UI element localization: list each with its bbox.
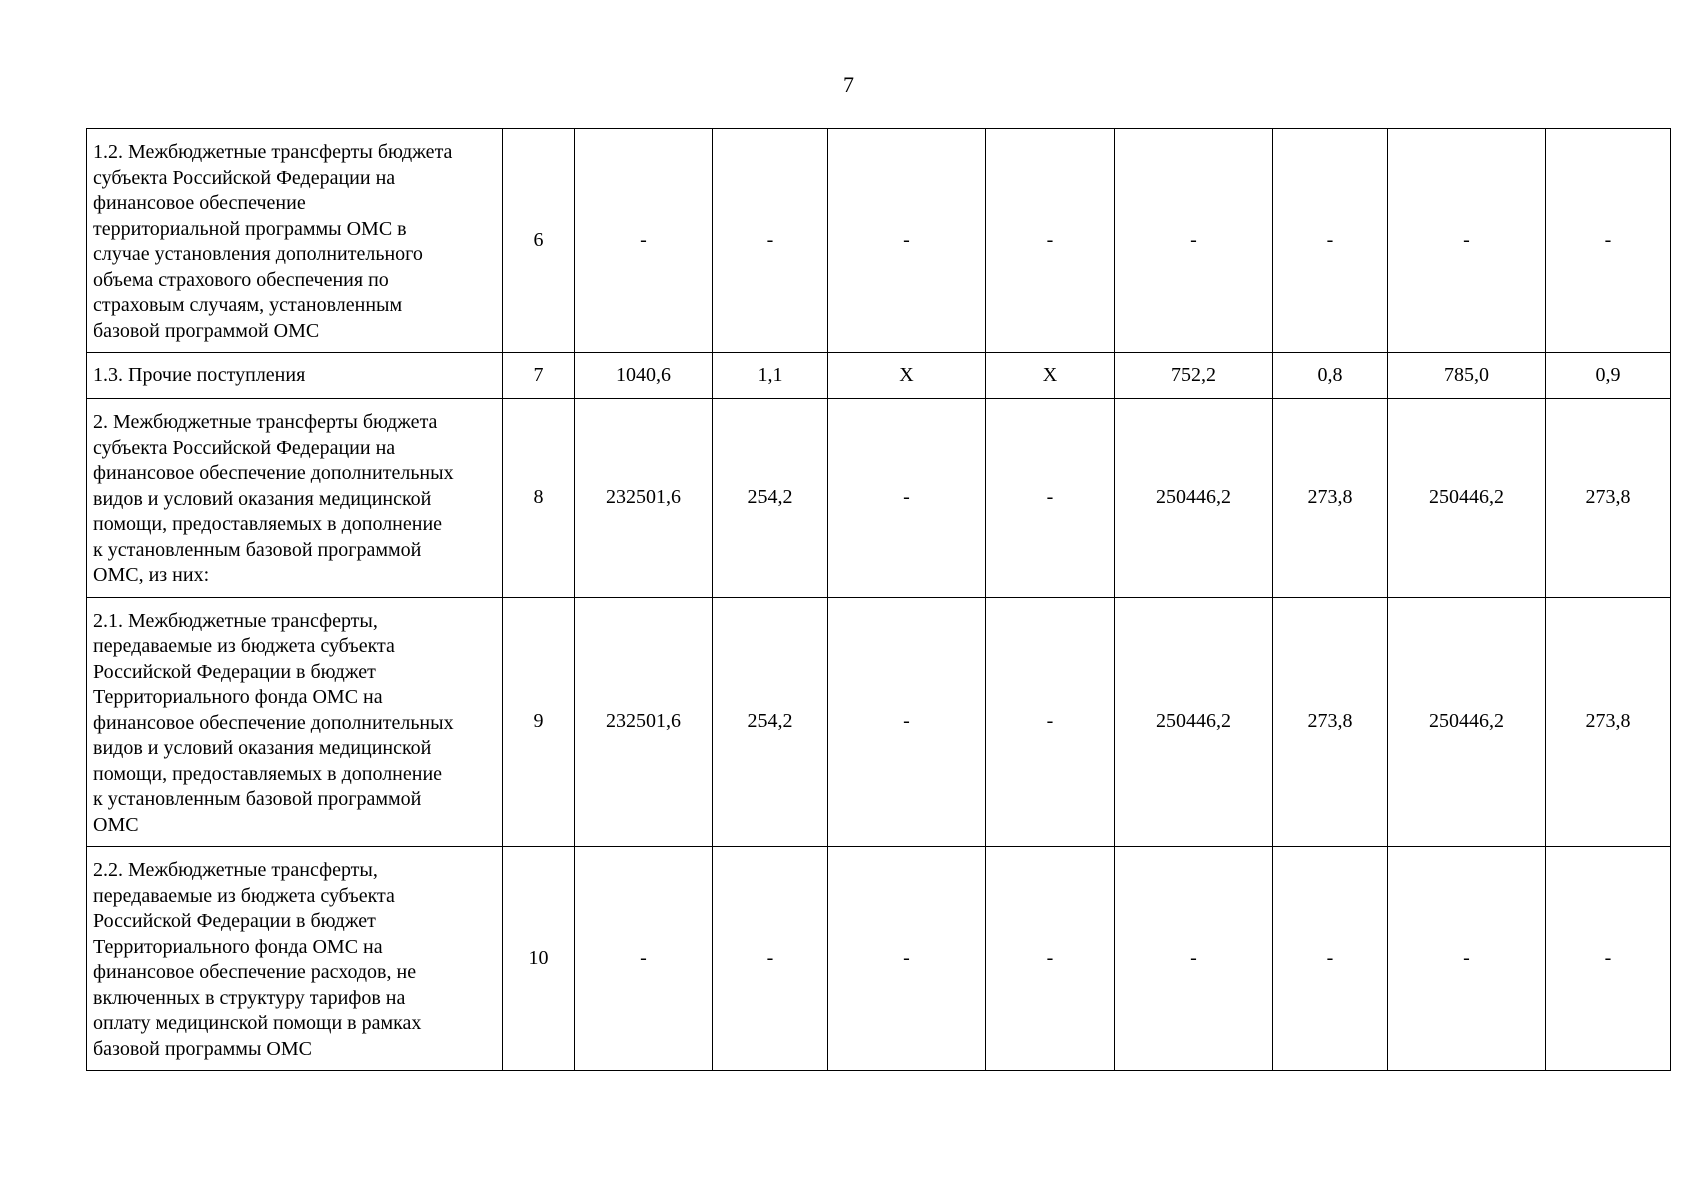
value-cell: 250446,2	[1388, 597, 1546, 847]
value-cell: 273,8	[1546, 399, 1671, 598]
row-name-cell: 2.1. Межбюджетные трансферты, передаваемые из бюджета субъекта Российской Федерации в бюджет Территориального фонда ОМС на финансовое обеспечение дополнительных видов и условий оказания медицинской помощи, предоставляемых в дополнение к установленным базовой программой ОМС	[87, 597, 503, 847]
value-cell: 232501,6	[575, 399, 713, 598]
value-cell: -	[575, 847, 713, 1071]
value-cell: -	[1273, 129, 1388, 353]
row-code-cell: 9	[503, 597, 575, 847]
page-number: 7	[843, 72, 854, 97]
value-cell: -	[1115, 847, 1273, 1071]
value-cell: -	[1115, 129, 1273, 353]
value-cell: 1,1	[713, 353, 828, 399]
value-cell: -	[828, 399, 986, 598]
table-row	[87, 129, 1671, 353]
value-cell: -	[828, 847, 986, 1071]
value-cell: 785,0	[1388, 353, 1546, 399]
value-cell: -	[1546, 129, 1671, 353]
value-cell: 0,8	[1273, 353, 1388, 399]
value-cell: X	[828, 353, 986, 399]
value-cell: 1040,6	[575, 353, 713, 399]
value-cell: -	[1388, 847, 1546, 1071]
table-row	[87, 353, 1671, 399]
value-cell: 250446,2	[1388, 399, 1546, 598]
table-row	[87, 399, 1671, 598]
row-name-cell: 1.2. Межбюджетные трансферты бюджета субъекта Российской Федерации на финансовое обеспечение территориальной программы ОМС в случае установления дополнительного объема страхового обеспечения по страховым случаям, установленным базовой программой ОМС	[87, 129, 503, 353]
row-name-cell: 2. Межбюджетные трансферты бюджета субъекта Российской Федерации на финансовое обеспечение дополнительных видов и условий оказания медицинской помощи, предоставляемых в дополнение к установленным базовой программой ОМС, из них:	[87, 399, 503, 598]
value-cell: -	[828, 597, 986, 847]
value-cell: -	[986, 597, 1115, 847]
value-cell: -	[828, 129, 986, 353]
value-cell: 232501,6	[575, 597, 713, 847]
value-cell: -	[713, 129, 828, 353]
value-cell: 254,2	[713, 399, 828, 598]
row-code-cell: 6	[503, 129, 575, 353]
value-cell: -	[1546, 847, 1671, 1071]
value-cell: 752,2	[1115, 353, 1273, 399]
row-name-cell: 2.2. Межбюджетные трансферты, передаваемые из бюджета субъекта Российской Федерации в бюджет Территориального фонда ОМС на финансовое обеспечение расходов, не включенных в структуру тарифов на оплату медицинской помощи в рамках базовой программы ОМС	[87, 847, 503, 1071]
table-row	[87, 597, 1671, 847]
value-cell: -	[575, 129, 713, 353]
row-code-cell: 8	[503, 399, 575, 598]
value-cell: 273,8	[1273, 597, 1388, 847]
value-cell: 273,8	[1273, 399, 1388, 598]
table-row	[87, 847, 1671, 1071]
value-cell: 254,2	[713, 597, 828, 847]
value-cell: 250446,2	[1115, 597, 1273, 847]
row-code-cell: 7	[503, 353, 575, 399]
value-cell: -	[986, 847, 1115, 1071]
value-cell: -	[713, 847, 828, 1071]
value-cell: X	[986, 353, 1115, 399]
value-cell: -	[1273, 847, 1388, 1071]
value-cell: -	[1388, 129, 1546, 353]
row-code-cell: 10	[503, 847, 575, 1071]
value-cell: -	[986, 129, 1115, 353]
row-name-cell: 1.3. Прочие поступления	[87, 353, 503, 399]
value-cell: 250446,2	[1115, 399, 1273, 598]
value-cell: 273,8	[1546, 597, 1671, 847]
value-cell: 0,9	[1546, 353, 1671, 399]
budget-table	[86, 128, 1671, 1071]
value-cell: -	[986, 399, 1115, 598]
